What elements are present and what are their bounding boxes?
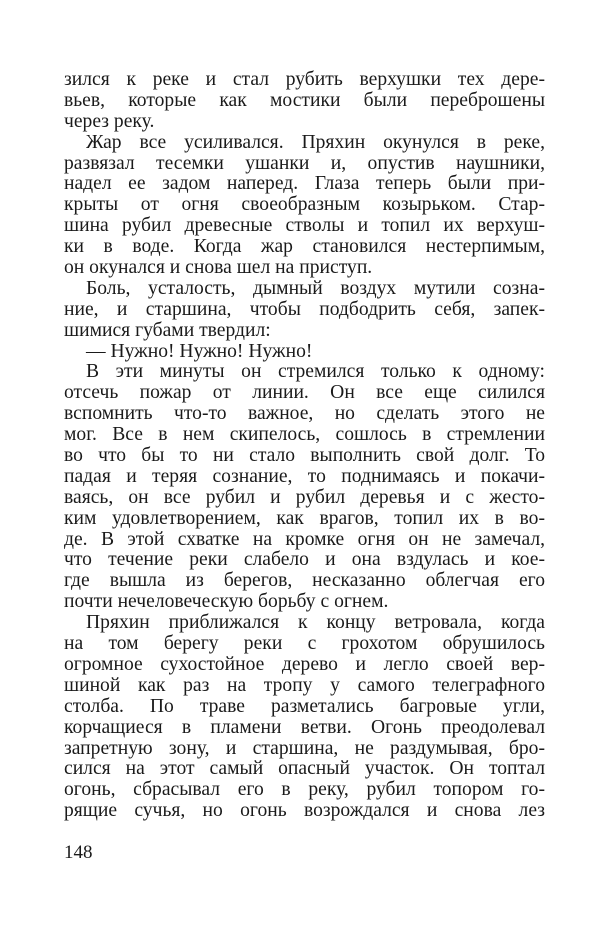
paragraph-3 xyxy=(64,279,545,342)
text-line: он окунался и снова шел на приступ. xyxy=(64,257,373,279)
text-line: через реку. xyxy=(64,110,155,132)
text-line: почти нечеловеческую борьбу с огнем. xyxy=(64,591,389,613)
paragraph-1 xyxy=(64,70,545,133)
text-line: вспомнить что-то важное, но сделать этого не xyxy=(64,403,545,425)
text-line: корчащиеся в пламени ветви. Огонь преодолевал xyxy=(64,716,545,738)
text-line: отсечь пожар от линии. Он все еще силился xyxy=(64,382,545,404)
paragraph-5 xyxy=(64,362,545,613)
text-line: В эти минуты он стремился только к одному: xyxy=(86,361,545,383)
text-line: крыты от огня своеобразным козырьком. Стар- xyxy=(64,194,545,216)
text-line: во что бы то ни стало выполнить свой долг. То xyxy=(64,445,545,467)
text-line: ваясь, он все рубил и рубил деревья и с жесто- xyxy=(64,486,545,508)
page-number: 148 xyxy=(64,842,93,863)
text-line: ки в воде. Когда жар становился нестерпимым, xyxy=(64,236,545,258)
text-line: развязал тесемки ушанки и, опустив наушники, xyxy=(64,152,545,174)
text-line: ние, и старшина, чтобы подбодрить себя, запек- xyxy=(64,298,545,320)
text-line: сился на этот самый опасный участок. Он топтал xyxy=(64,758,545,780)
text-line: вьев, которые как мостики были переброшены xyxy=(64,89,545,111)
text-line: шиной как раз на тропу у самого телеграфного xyxy=(64,674,545,696)
text-line: де. В этой схватке на кромке огня он не замечал, xyxy=(64,528,545,550)
paragraph-4-dialogue xyxy=(64,342,545,363)
text-line: — Нужно! Нужно! Нужно! xyxy=(86,340,313,362)
text-line: мог. Все в нем скипелось, сошлось в стремлении xyxy=(64,424,545,446)
text-line: Жар все усиливался. Пряхин окунулся в реке, xyxy=(86,131,545,153)
text-line: столба. По траве разметались багровые угли, xyxy=(64,695,545,717)
text-line: запретную зону, и старшина, не раздумывая, бро- xyxy=(64,737,545,759)
text-line: рящие сучья, но огонь возрождался и снова лез xyxy=(64,800,545,822)
page-body xyxy=(64,70,545,822)
paragraph-6 xyxy=(64,613,545,822)
text-line: падая и теряя сознание, то поднимаясь и покачи- xyxy=(64,465,545,487)
text-line: Боль, усталость, дымный воздух мутили созна- xyxy=(86,277,545,299)
text-line: зился к реке и стал рубить верхушки тех дере- xyxy=(64,69,545,90)
text-line: надел ее задом наперед. Глаза теперь были при- xyxy=(64,173,545,195)
text-line: огромное сухостойное дерево и легло своей вер- xyxy=(64,653,545,675)
text-line: шина рубил древесные стволы и топил их верхуш- xyxy=(64,215,545,237)
text-line: Пряхин приближался к концу ветровала, когда xyxy=(86,612,545,634)
text-line: ким удовлетворением, как врагов, топил их в во- xyxy=(64,507,545,529)
text-line: огонь, сбрасывал его в реку, рубил топором го- xyxy=(64,779,545,801)
text-line: где вышла из берегов, несказанно облегчая его xyxy=(64,570,545,592)
text-line: на том берегу реки с грохотом обрушилось xyxy=(64,633,545,655)
text-line: шимися губами твердил: xyxy=(64,319,271,341)
text-line: что течение реки слабело и она вздулась и кое- xyxy=(64,549,545,571)
paragraph-2 xyxy=(64,133,545,279)
